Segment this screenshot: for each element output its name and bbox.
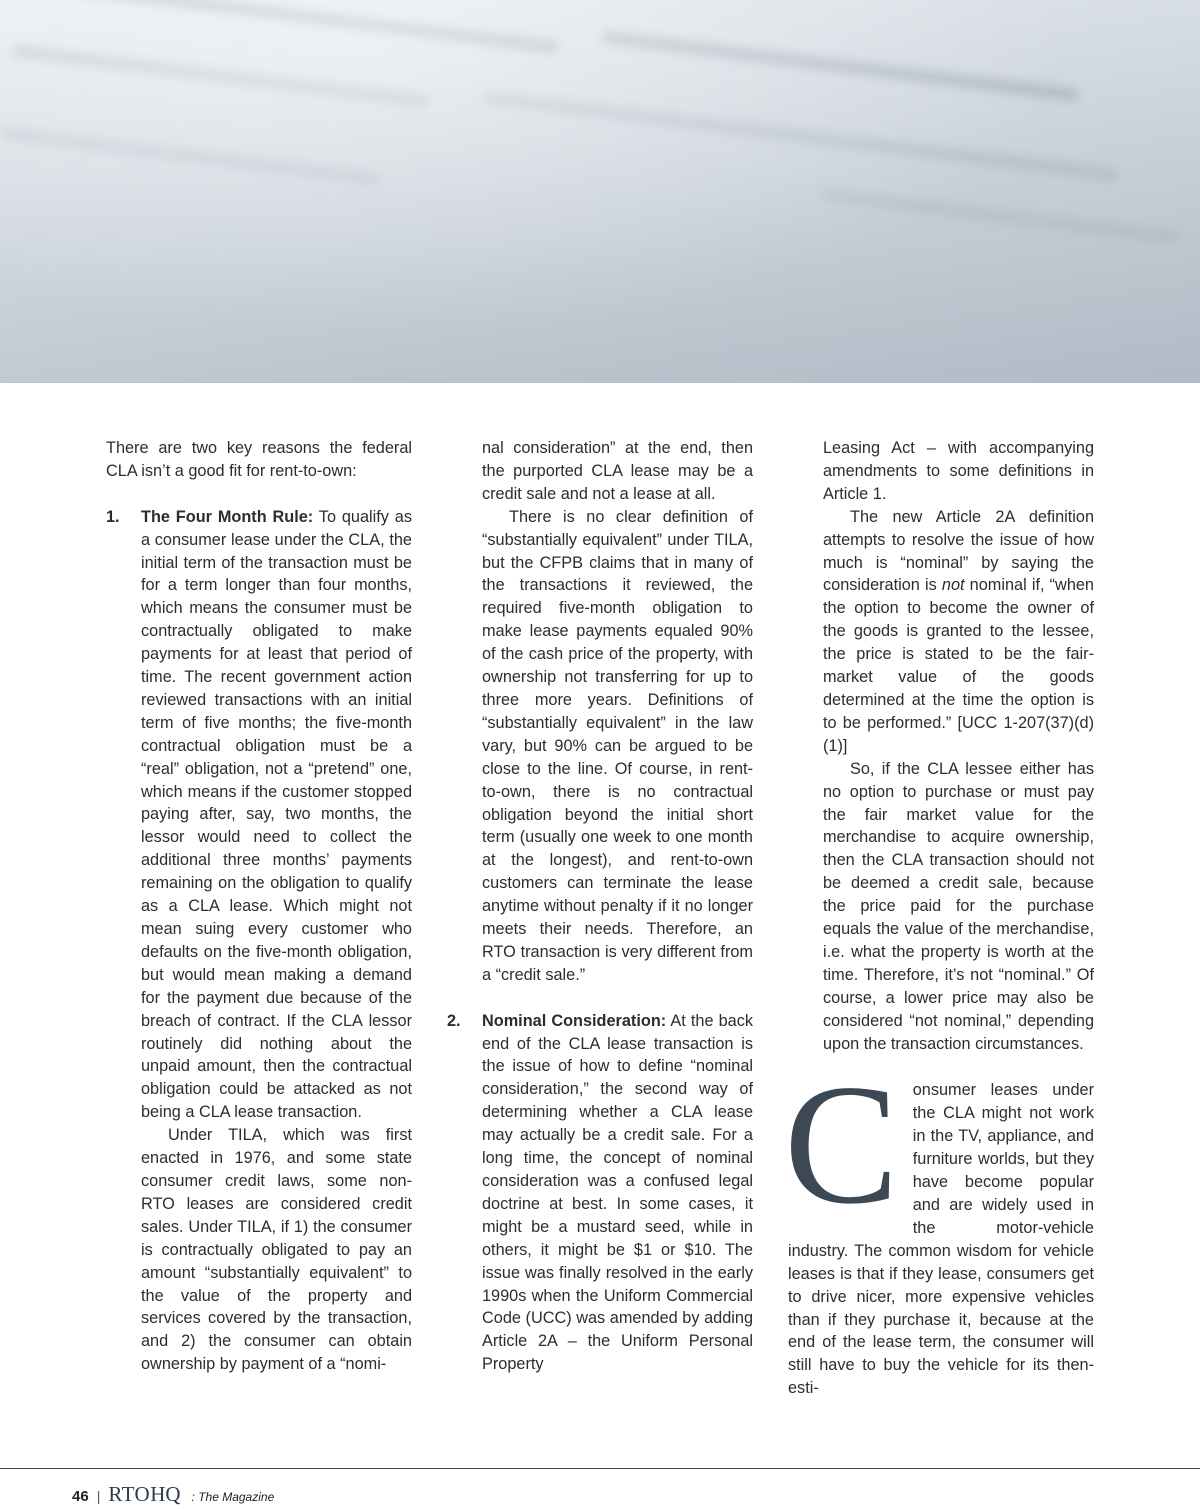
- magazine-tagline: : The Magazine: [191, 1490, 275, 1504]
- dropcap-section: [784, 1050, 1094, 1400]
- list-heading: The Four Month Rule:: [141, 507, 314, 526]
- continued-paragraph: Leasing Act – with accompanying amendments to some definitions in Article 1.: [823, 439, 1094, 503]
- consumer-leases-paragraph: onsumer leases under the CLA might not work in the TV, appliance, and furniture worlds, but they have become popular and are widely used in the motor-vehicle industry. The common wisdom for vehicle leases is that if they lease, consumers get to drive nicer, more expensive vehicles than if they purchase it, because at the end of the lease term, the consumer will still have to buy the vehicle for its then-esti-: [788, 1081, 1094, 1398]
- drop-cap: C: [784, 1050, 899, 1241]
- article-column-3: [784, 437, 1094, 1400]
- article-2a-paragraph: The new Article 2A definition attempts to resolve the issue of how much is “nominal” by saying the consideration is not nominal if, “when the option to become the owner of the goods is granted to the lessee, the price is stated to be the fair-market value of the goods determined at the time the option is to be performed.” [UCC 1-207(37)(d)(1)]: [823, 507, 1094, 755]
- list-heading: Nominal Consideration:: [482, 1011, 667, 1030]
- magazine-logo: RTOHQ: [108, 1482, 181, 1506]
- list-number: 1.: [106, 507, 120, 526]
- intro-paragraph: There are two key reasons the federal CLA isn’t a good fit for rent-to-own:: [106, 439, 412, 480]
- list-item-nominal-consideration: [447, 1010, 753, 1377]
- article-column-2: [447, 437, 753, 1376]
- hero-photo: [0, 0, 1200, 383]
- article-column-1: [106, 437, 412, 1376]
- page-number: 46: [72, 1488, 89, 1505]
- footer-separator: |: [96, 1488, 101, 1504]
- list-text: To qualify as a consumer lease under the CLA, the initial term of the transaction must be for a term longer than four months, which means the consumer must be contractually obligated to make payments for at least that period of time. The recent government action reviewed transactions with an initial term of five months; the five-month contractual obligation must be a “real” obligation, not a “pretend” one, which means if the customer stopped paying after, say, two months, the lessor would need to collect the additional three months’ payments remaining on the obligation to qualify as a CLA lease. Which might not mean suing every customer who defaults on the five-month obligation, but would mean making a demand for the payment due because of the breach of contract. If the CLA lessor routinely did nothing about the unpaid amount, then the contractual obligation could be attacked as not being a CLA lease transaction.: [141, 507, 412, 1122]
- tila-paragraph: Under TILA, which was first enacted in 1976, and some state consumer credit laws, some non-RTO leases are considered credit sales. Under TILA, if 1) the consumer is contractually obligated to pay an amount “substantially equivalent” to the value of the property and services covered by the transaction, and 2) the consumer can obtain ownership by payment of a “nomi-: [141, 1126, 412, 1374]
- footer-divider: [0, 1468, 1200, 1469]
- conclusion-paragraph: So, if the CLA lessee either has no option to purchase or must pay the fair market value for the merchandise to acquire ownership, then the CLA transaction should not be deemed a credit sale, because the price paid for the purchase equals the value of the merchandise, i.e. what the property is worth at the time. Therefore, it’s not “nominal.” Of course, a lower price may also be considered “not nominal,” depending upon the transaction circumstances.: [823, 759, 1094, 1053]
- continued-paragraph: nal consideration” at the end, then the purported CLA lease may be a credit sale and not a lease at all.: [482, 439, 753, 503]
- list-text: At the back end of the CLA lease transaction is the issue of how to define “nominal consideration,” the second way of determining whether a CLA lease may actually be a credit sale. For a long time, the concept of nominal consideration was a confused legal doctrine at best. In some cases, it might be a mustard seed, while in others, it might be $1 or $10. The issue was finally resolved in the early 1990s when the Uniform Commercial Code (UCC) was amended by adding Article 2A – the Uniform Personal Property: [482, 1011, 753, 1374]
- list-item-four-month-rule: [106, 506, 412, 1376]
- substantially-equivalent-paragraph: There is no clear definition of “substantially equivalent” under TILA, but the CFPB claims that in many of the transactions it reviewed, the required five-month obligation to make lease payments equaled 90% of the cash price of the property, with ownership not transferring for up to three more years. Definitions of “substantially equivalent” in the law vary, but 90% can be argued to be close to the line. Of course, in rent-to-own, there is no contractual obligation beyond the initial short term (usually one week to one month at the longest), and rent-to-own customers can terminate the lease anytime without penalty if it no longer meets their needs. Therefore, an RTO transaction is very different from a “credit sale.”: [482, 507, 753, 984]
- list-number: 2.: [447, 1011, 461, 1030]
- page-footer: [72, 1482, 274, 1506]
